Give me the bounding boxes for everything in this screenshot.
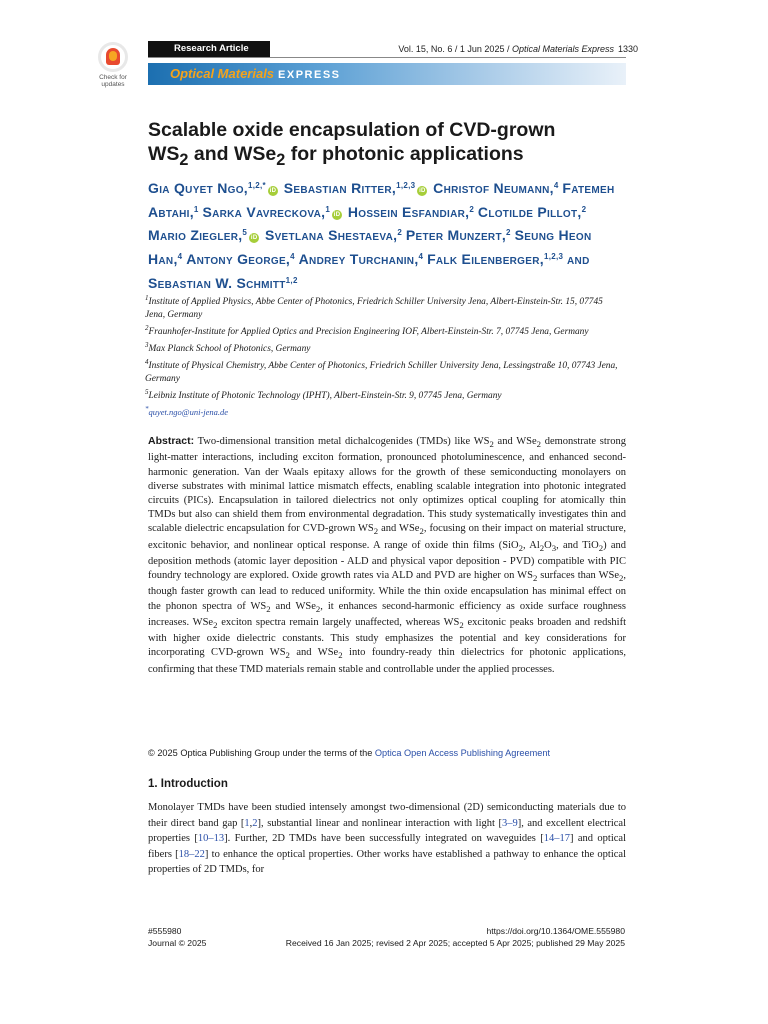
author-name: Fatemeh Abtahi,	[148, 180, 615, 220]
affiliation-number: 5	[145, 387, 149, 396]
author-name: Christof Neumann,	[433, 180, 554, 197]
author-affiliation-mark: 2	[506, 228, 511, 238]
email-address[interactable]: quyet.ngo@uni-jena.de	[148, 406, 229, 417]
author-affiliation-mark: 1,2,3	[543, 251, 564, 261]
journal-logo-suffix: EXPRESS	[278, 69, 341, 81]
email-mark: *	[145, 404, 149, 413]
affiliation-item	[145, 356, 625, 386]
author-name: Sebastian Ritter,	[283, 180, 397, 197]
journal-banner	[148, 63, 626, 85]
citation-link[interactable]: 18–22	[178, 848, 205, 860]
copyright-notice	[148, 747, 626, 760]
author-affiliation-mark: 1	[193, 204, 199, 214]
author-name: Sarka Vavreckova,	[202, 203, 326, 220]
author-affiliation-mark: 2	[469, 204, 475, 214]
orcid-icon[interactable]: iD	[269, 188, 277, 195]
citation-link[interactable]: 10–13	[197, 833, 225, 845]
author-name: Peter Munzert,	[405, 227, 507, 244]
introduction-paragraph: Monolayer TMDs have been studied intensely amongst two-dimensional (2D) semiconducting materials due to their direct band gap [1,2], substantial linear and nonlinear interaction with light [3–9], and excellent electrical properties [10–13]. Further, 2D TMDs have been successfully integrated on waveguides [14–17] and optical fibers [18–22] to enhance the optical properties. Other works have established a pathway to enhance the optical properties of 2D TMDs, for	[148, 802, 627, 876]
affiliation-text: Institute of Physical Chemistry, Abbe Center of Photonics, Friedrich Schiller University Jena, Lessingstraße 10, 07743 Jena, Germany	[145, 361, 618, 385]
author-name: Antony George,	[186, 251, 291, 268]
orcid-icon[interactable]: iD	[333, 211, 341, 218]
check-for-updates-badge[interactable]	[91, 42, 135, 92]
author-name: Seung Heon Han,	[148, 227, 592, 268]
journal-citation	[398, 41, 614, 57]
title-rest: for photonic applications	[285, 143, 524, 165]
title-sub: 2	[276, 150, 286, 169]
citation-link[interactable]: 1	[244, 817, 250, 829]
title-wse: and WSe	[188, 143, 277, 165]
affiliation-text: Max Planck School of Photonics, Germany	[148, 344, 311, 355]
footer-left	[148, 925, 206, 949]
check-updates-line2: updates	[101, 81, 125, 88]
corresponding-email[interactable]	[145, 403, 625, 419]
citation-link[interactable]: 14–17	[543, 833, 571, 845]
citation-volume: Vol. 15, No. 6 / 1 Jun 2025 /	[398, 44, 512, 54]
affiliation-item	[145, 386, 625, 403]
affiliation-number: 3	[145, 340, 149, 349]
author-name: Gia Quyet Ngo,	[148, 180, 248, 197]
copyright-text: © 2025 Optica Publishing Group under the terms of the	[148, 748, 375, 758]
affiliation-text: Fraunhofer-Institute for Applied Optics and Precision Engineering IOF, Albert-Einstein-Str. 7, 07745 Jena, Germany	[148, 327, 589, 338]
section-heading-introduction: 1. Introduction	[148, 778, 228, 790]
abstract-label: Abstract:	[148, 435, 195, 447]
author-name: Sebastian W. Schmitt	[148, 274, 286, 291]
affiliation-list	[145, 292, 625, 419]
author-affiliation-mark: 2	[581, 204, 587, 214]
publication-dates: Received 16 Jan 2025; revised 2 Apr 2025; accepted 5 Apr 2025; published 29 May 2025	[285, 938, 625, 948]
citation-link[interactable]: 3–9	[501, 817, 518, 829]
running-header	[148, 41, 638, 58]
author-name: Hossein Esfandiar,	[347, 203, 470, 220]
paper-title	[148, 118, 626, 172]
affiliation-item	[145, 339, 625, 356]
author-affiliation-mark: 1,2,3	[396, 181, 416, 190]
author-affiliation-mark: 1,2	[285, 275, 298, 285]
affiliation-item	[145, 322, 625, 339]
title-line-1: Scalable oxide encapsulation of CVD-grown	[148, 119, 556, 141]
orcid-icon[interactable]: iD	[250, 235, 258, 242]
journal-logo-name: Optical Materials	[170, 66, 275, 81]
author-name: Clotilde Pillot,	[477, 203, 582, 220]
manuscript-id: #555980	[148, 926, 182, 936]
abstract: Abstract: Two-dimensional transition metal dichalcogenides (TMDs) like $WS_2$ and WSe$_2$ demonstrate strong light-matter interactions, including exciton formation, pronounced photoluminescence, and enhanced second-harmonic generation. Van der Waals epitaxy allows for the growth of these semiconducting monolayers on diverse substrates with minimal lattice mismatch effects, enabling scalable integration into photonic integrated circuits (PICs). Encapsulation in tailored dielectrics not only optimizes optical coupling for atomically thin TMDs but also can shield them from environmental degradation. This study systematically investigates thin and scalable dielectric encapsulation for CVD-grown $WS_2$ and WSe$_2$, focusing on their impact on material structure, excitonic behavior, and nonlinear optical response. A range of oxide thin films (SiO$_2$, $Al_2O_3$, and TiO$_2$) and deposition methods (atomic layer deposition - ALD and physical vapor deposition - PVD) compatible with PIC foundry technology are explored. Oxide growth rates via ALD and PVD are higher on $WS_2$ surfaces than WSe$_2$, though faster growth can lead to reduced uniformity. While the thin oxide encapsulation has minimal effect on the phonon spectra of $WS_2$ and WSe$_2$, it enhances second-harmonic efficiency as oxide surface roughness increases. WSe$_2$ exciton spectra remain largely unaffected, whereas $WS_2$ excitonic peaks broaden and redshift with higher oxide dielectric constants. This study emphasizes the potential and key considerations for incorporating CVD-grown $WS_2$ and WSe$_2$ into foundry-ready thin dielectrics for photonic applications, confirming that these TMD materials remain stable and controllable under the applied processes.	[148, 435, 627, 675]
author-affiliation-mark: 4	[418, 251, 424, 261]
page-number: 1330	[617, 44, 638, 54]
author-affiliation-mark: 1,2,*	[248, 181, 266, 190]
check-for-updates-icon	[98, 42, 128, 72]
affiliation-number: 1	[145, 294, 149, 302]
citation-journal: Optical Materials Express	[511, 44, 614, 54]
title-sub: 2	[179, 150, 189, 169]
author-affiliation-mark: 4	[553, 181, 559, 190]
author-affiliation-mark: 1	[325, 204, 331, 214]
author-affiliation-mark: 2	[397, 228, 403, 238]
author-name: Svetlana Shestaeva,	[264, 227, 398, 244]
journal-logo	[170, 64, 341, 85]
author-affiliation-mark: 4	[177, 251, 183, 261]
doi-link[interactable]: https://doi.org/10.1364/OME.555980	[486, 926, 625, 936]
orcid-icon[interactable]: iD	[419, 188, 426, 195]
author-affiliation-mark: 4	[290, 251, 295, 261]
license-link[interactable]: Optica Open Access Publishing Agreement	[374, 748, 551, 758]
affiliation-number: 2	[145, 323, 149, 332]
author-name: Andrey Turchanin,	[298, 251, 419, 268]
author-name: Falk Eilenberger,	[427, 251, 544, 268]
check-updates-line1: Check for	[99, 74, 127, 81]
affiliation-text: Leibniz Institute of Photonic Technology (IPHT), Albert-Einstein-Str. 9, 07745 Jena, Germany	[148, 391, 502, 402]
author-list	[148, 176, 626, 294]
author-name: and	[567, 251, 590, 268]
affiliation-number: 4	[145, 358, 149, 366]
footer-right	[286, 925, 625, 949]
author-affiliation-mark: 5	[242, 228, 248, 238]
journal-copyright: Journal © 2025	[148, 938, 207, 948]
affiliation-item	[145, 292, 625, 322]
author-name: Mario Ziegler,	[148, 227, 243, 244]
citation-link[interactable]: 2	[252, 817, 258, 829]
affiliation-text: Institute of Applied Physics, Abbe Center of Photonics, Friedrich Schiller University Jena, Albert-Einstein-Str. 15, 07745 Jena, Germany	[145, 297, 603, 321]
article-type-label: Research Article	[148, 41, 270, 57]
title-ws: WS	[148, 143, 180, 165]
